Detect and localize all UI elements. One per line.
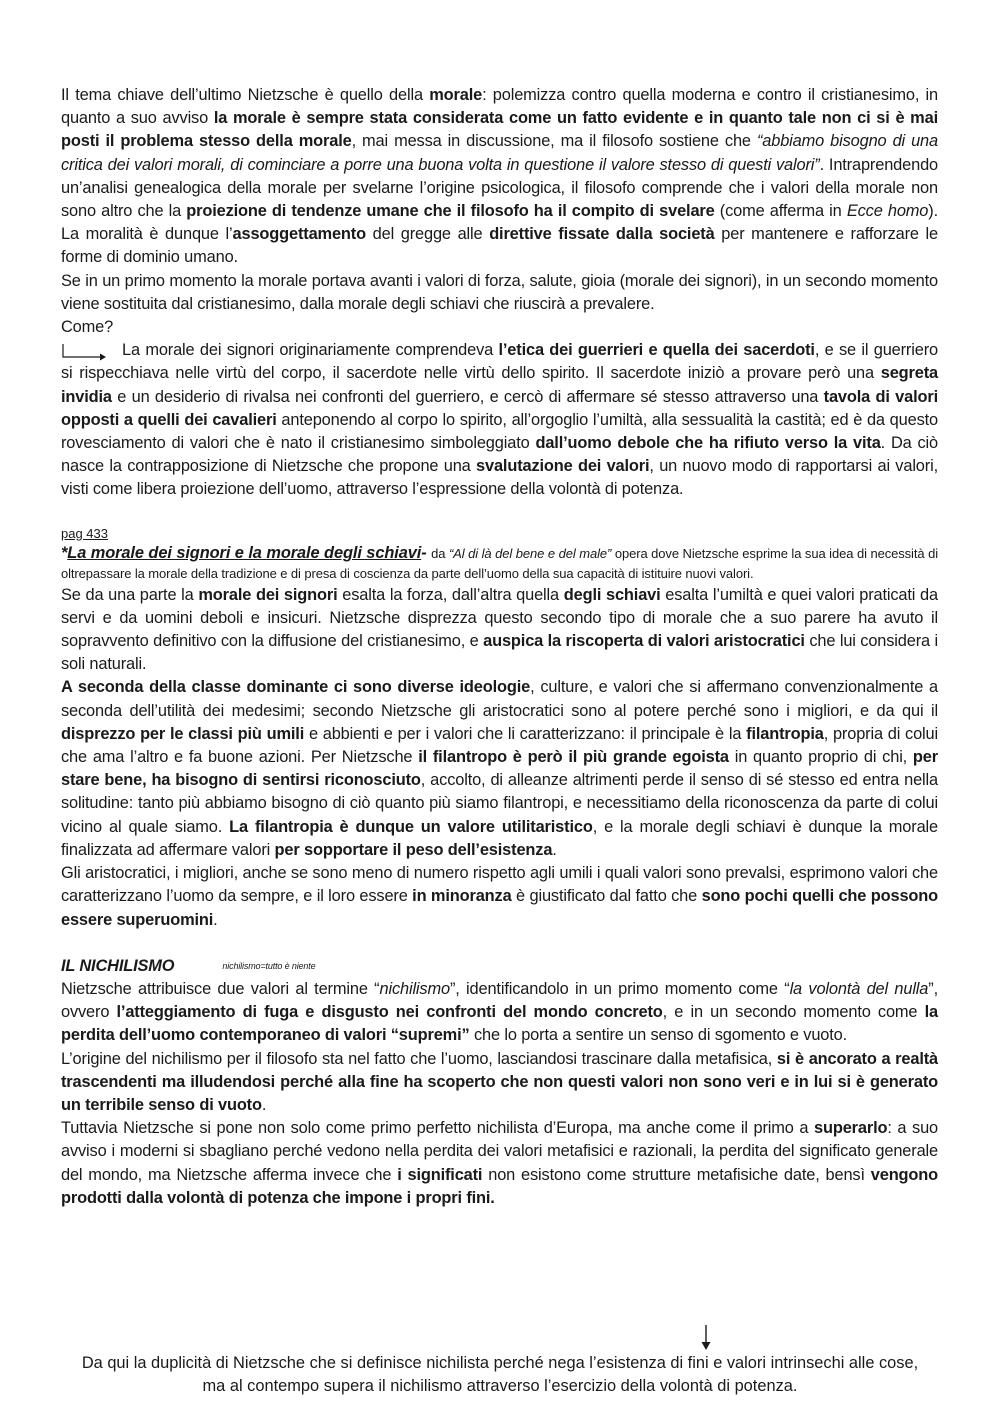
bold-text: segreta invidia [61, 364, 938, 406]
section-heading-morale [61, 543, 938, 584]
text: . [213, 910, 218, 929]
bold-text: si è ancorato a realtà trascendenti ma illudendosi perché alla fine ha scoperto che non questi valori non sono veri e in lui si è generato un terribile senso di vuoto [61, 1049, 938, 1114]
bold-text: per stare bene, ha bisogno di sentirsi riconosciuto [61, 748, 938, 790]
paragraph-morale-signori-schiavi: Se in un primo momento la morale portava avanti i valori di forza, salute, gioia (morale dei signori), in un secondo momento viene sostituita dal cristianesimo, dalla morale degli schiavi che riuscirà a prevalere. [61, 271, 938, 313]
bold-text: la perdita dell’uomo contemporaneo di valori “supremi” [61, 1003, 938, 1045]
text: anteponendo al corpo lo spirito, all’orgoglio l’umiltà, alla sessualità la castità; ed è da questo rovesciamento di valori che è nato il cristianesimo simboleggiato [61, 410, 938, 453]
dash: - [421, 543, 432, 562]
conclusion-paragraph: Da qui la duplicità di Nietzsche che si definisce nichilista perché nega l’esistenza di fini e valori intrinsechi alle cose, ma al contempo supera il nichilismo attraverso l’esercizio della volontà di potenza. [81, 1354, 919, 1396]
bold-text: vengono prodotti dalla volontà di potenza che impone i propri fini. [61, 1165, 939, 1207]
text: , e la morale degli schiavi è dunque la morale finalizzata ad affermare valori [61, 817, 938, 859]
paragraph-filantropia [61, 676, 938, 862]
bent-right-arrow-icon [62, 344, 110, 362]
text: Nietzsche attribuisce due valori al termine “ [61, 979, 380, 998]
text: Gli aristocratici, i migliori, anche se sono meno di numero rispetto agli umili i quali valori sono prevalsi, esprimono valori che caratterizzano l’uomo da sempre, e il loro essere [61, 864, 938, 906]
text: ”, identificandolo in un primo momento come “ [449, 979, 790, 998]
spacer [61, 502, 938, 525]
spacer [61, 932, 938, 955]
bold-text: tavola di valori opposti a quelli dei cavalieri [61, 387, 938, 429]
bold-text: la morale è sempre stata considerata come un fatto evidente e in quanto tale non ci si è mai posti il problema stesso della morale [61, 109, 938, 151]
text: (come afferma in [714, 202, 847, 221]
bold-text: svalutazione dei valori [476, 457, 650, 476]
text: La morale dei signori originariamente comprendeva [122, 341, 499, 360]
bold-text: superarlo [814, 1119, 888, 1138]
asterisk: * [61, 543, 68, 562]
text: Se da una parte la [61, 585, 199, 604]
section-heading-nichilismo [61, 955, 938, 978]
italic-text: nichilismo [379, 979, 450, 998]
text: . Da ciò nasce la contrapposizione di Nietzsche che propone una [61, 434, 938, 476]
note-text: opera dove Nietzsche esprime la sua idea di necessità di oltrepassare la morale della tradizione e di presa di coscienza da parte dell’uomo della sua capacità di istituire nuovi valori. [61, 545, 938, 581]
down-arrow-icon [697, 1325, 715, 1351]
italic-quote: “abbiamo bisogno di una critica dei valori morali, di cominciare a porre una buona volta in questione il valore stesso di questi valori” [61, 132, 938, 174]
text: , un nuovo modo di rapportarsi ai valori, visti come libera proiezione dell’uomo, attraverso l’espressione della volontà di potenza. [61, 457, 938, 499]
text: . [552, 840, 557, 859]
text: . [261, 1095, 267, 1114]
text: è giustificato dal fatto che [511, 887, 702, 906]
text: che lo porta a sentire un senso di sgomento e vuoto. [469, 1026, 848, 1045]
bold-text: La filantropia è dunque un valore utilitaristico [229, 817, 593, 836]
section-title: IL NICHILISMO [61, 956, 175, 975]
text: in quanto proprio di chi, [728, 748, 913, 767]
text: che lui considera i soli naturali. [61, 632, 938, 674]
text: . Intraprendendo un’analisi genealogica della morale per svelarne l’origine psicologica, il filosofo comprende che i valori della morale non sono altro che la [61, 155, 938, 221]
text: e abbienti e per i valori che li caratterizzano: il principale è la [304, 724, 747, 743]
bold-text: morale [429, 86, 483, 104]
text: : polemizza contro quella moderna e contro il cristianesimo, in quanto a suo avviso [61, 86, 938, 128]
italic-title: Ecce homo [846, 202, 929, 221]
text: Tuttavia Nietzsche si pone non solo come primo perfetto nichilista d’Europa, ma anche come il primo a [61, 1119, 815, 1138]
text: del gregge alle [365, 225, 490, 244]
note-text: da [431, 545, 449, 561]
bold-text: assoggettamento [232, 225, 366, 244]
italic-text: la volontà del nulla [789, 979, 929, 998]
italic-title: “Al di là del bene e del male” [448, 545, 612, 561]
bold-text: l’atteggiamento di fuga e disgusto nei confronti del mondo concreto [116, 1003, 663, 1022]
bold-text: il filantropo è però il più grande egoista [418, 748, 729, 767]
paragraph-aristocratici [61, 862, 938, 932]
bold-text: in minoranza [412, 887, 512, 906]
bold-text: dall’uomo debole che ha rifiuto verso la vita [535, 434, 881, 453]
text: L’origine del nichilismo per il filosofo sta nel fatto che l’uomo, lasciandosi trascinare dalla metafisica, [61, 1049, 777, 1068]
text: ). La moralità è dunque l’ [61, 202, 938, 244]
bold-text: disprezzo per le classi più umili [61, 724, 305, 743]
bold-text: A seconda della classe dominante ci sono diverse ideologie [61, 678, 531, 697]
text: , propria di colui che ama l’altro e fa buone azioni. Per Nietzsche [61, 724, 938, 767]
margin-note: nichilismo=tutto è niente [222, 960, 316, 971]
text: e un desiderio di rivalsa nei confronti del guerriero, e cercò di affermare sé stesso attraverso una [111, 387, 824, 406]
paragraph-origine-nichilismo [61, 1048, 938, 1118]
bold-text: proiezione di tendenze umane che il filosofo ha il compito di svelare [186, 202, 715, 221]
document-page [61, 84, 938, 1210]
text: , e se il guerriero si rispecchiava nelle virtù del corpo, il sacerdote nelle virtù dello spirito. Il sacerdote iniziò a provare però una [61, 341, 938, 383]
text: , accolto, di alleanze altrimenti perde il senso di sé stesso ed entra nella solitudine: tanto più abbiamo bisogno di ciò quanto più siamo filantropi, e necessitiamo della riconoscenza da parte di colui vicino al quale siamo. [61, 771, 938, 836]
bold-text: auspica la riscoperta di valori aristocratici [483, 632, 805, 651]
intro-paragraph [61, 84, 938, 270]
bold-text: morale dei signori [198, 585, 338, 604]
text: per mantenere e rafforzare le forme di dominio umano. [61, 225, 939, 267]
paragraph-nichilismo-definizione [61, 978, 938, 1048]
bold-text: per sopportare il peso dell’esistenza [274, 840, 553, 859]
text: non esistono come strutture metafisiche date, bensì [482, 1165, 871, 1184]
section-title: La morale dei signori e la morale degli schiavi [67, 543, 422, 562]
bold-text: i significati [397, 1165, 483, 1184]
text: ”, ovvero [61, 979, 938, 1022]
text: Il tema chiave dell’ultimo Nietzsche è quello della [61, 86, 430, 104]
text: , mai messa in discussione, ma il filosofo sostiene che [351, 132, 757, 151]
text: esalta la forza, dall’altra quella [337, 585, 564, 604]
paragraph-superamento [61, 1117, 938, 1210]
bold-text: l’etica dei guerrieri e quella dei sacerdoti [498, 341, 815, 360]
text: esalta l’umiltà e quei valori praticati da servi e da uomini deboli e insicuri. Nietzsche disprezza questo secondo tipo di morale che a suo parere ha avuto il sopravvento definitivo con la diffusione del cristianesimo, e [61, 585, 938, 651]
text: , e in un secondo momento come [662, 1003, 925, 1022]
paragraph-guerrieri-sacerdoti [61, 339, 938, 501]
text: , culture, e valori che si affermano convenzionalmente a seconda dell’utilità dei medesimi; secondo Nietzsche gli aristocratici sono al potere perché sono i migliori, e da qui il [61, 678, 938, 720]
page-reference: pag 433 [61, 525, 108, 541]
text: : a suo avviso i moderni si sbagliano perché vedono nella perdita dei valori metafisici e razionali, la perdita del significato generale del mondo, ma Nietzsche afferma invece che [61, 1119, 938, 1184]
bold-text: filantropia [746, 724, 824, 743]
come-question: Come? [61, 318, 114, 337]
bold-text: degli schiavi [563, 585, 661, 604]
paragraph-signori-vs-schiavi [61, 584, 938, 677]
bold-text: sono pochi quelli che possono essere superuomini [61, 887, 938, 929]
bold-text: direttive fissate dalla società [489, 225, 715, 244]
